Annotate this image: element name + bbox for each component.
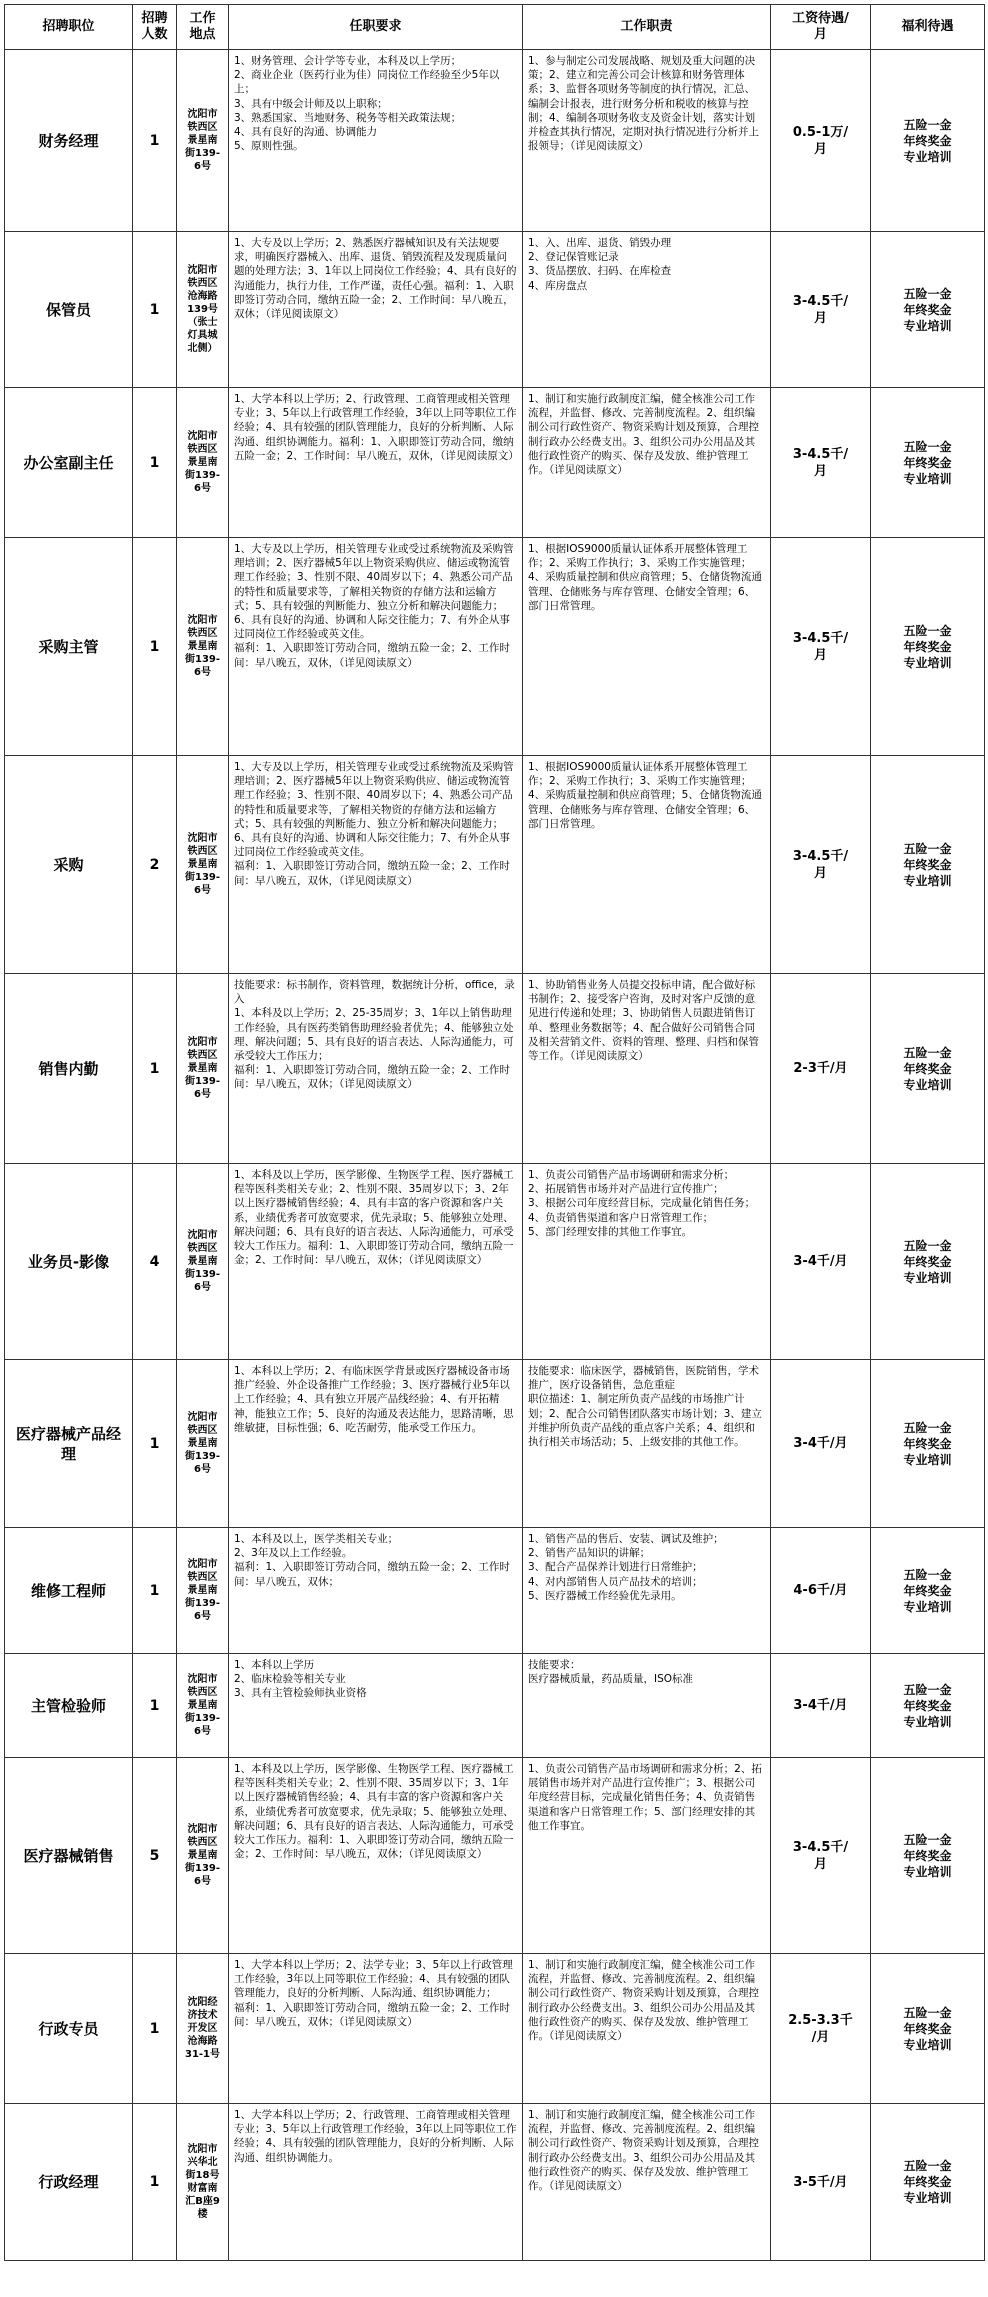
benefits-cell: 五险一金 年终奖金 专业培训 (871, 1654, 985, 1758)
table-row (5, 1758, 985, 1954)
headcount-cell: 4 (133, 1164, 177, 1360)
table-row (5, 1654, 985, 1758)
benefits-cell: 五险一金 年终奖金 专业培训 (871, 232, 985, 388)
duties-cell: 1、协助销售业务人员提交投标申请，配合做好标书制作；2、接受客户咨询，及时对客户反馈的意见进行传递和处理；3、协助销售人员跟进销售订单、整理业务数据等；4、配合做好公司销售合同及相关营销文件、资料的管理、整理、归档和保管等工作。（详见阅读原文） (523, 974, 771, 1164)
location-cell: 沈阳市 铁西区 景星南 街139- 6号 (177, 1528, 229, 1654)
headcount-cell: 1 (133, 50, 177, 232)
duties-cell: 技能要求： 医疗器械质量，药品质量，ISO标准 (523, 1654, 771, 1758)
salary-cell: 3-4千/月 (771, 1654, 871, 1758)
header-requirements: 任职要求 (229, 5, 523, 50)
benefits-cell: 五险一金 年终奖金 专业培训 (871, 2104, 985, 2261)
requirements-cell: 1、本科及以上，医学类相关专业； 2、3年及以上工作经验。 福利：1、入职即签订劳动合同，缴纳五险一金；2、工作时间：早八晚五，双休； (229, 1528, 523, 1654)
headcount-cell: 1 (133, 388, 177, 538)
position-cell: 办公室副主任 (5, 388, 133, 538)
salary-cell: 3-4.5千/ 月 (771, 388, 871, 538)
benefits-cell: 五险一金 年终奖金 专业培训 (871, 388, 985, 538)
headcount-cell: 1 (133, 974, 177, 1164)
job-rows (5, 50, 985, 2261)
position-cell: 采购 (5, 756, 133, 974)
headcount-cell: 1 (133, 1528, 177, 1654)
requirements-cell: 1、大学本科以上学历；2、行政管理、工商管理或相关管理专业；3、5年以上行政管理工作经验，3年以上同等职位工作经验；4、具有较强的团队管理能力，良好的分析判断、人际沟通、组织协调能力。福利：1、入职即签订劳动合同，缴纳五险一金；2、工作时间：早八晚五，双休，（详见阅读原文） (229, 388, 523, 538)
location-cell: 沈阳市 铁西区 景星南 街139- 6号 (177, 50, 229, 232)
job-listing-table (4, 4, 985, 2261)
requirements-cell: 1、本科以上学历 2、临床检验等相关专业 3、具有主管检验师执业资格 (229, 1654, 523, 1758)
requirements-cell: 1、大专及以上学历；2、熟悉医疗器械知识及有关法规要求，明确医疗器械入、出库、退货、销毁流程及发现质量问题的处理方法；3、1年以上同岗位工作经验；4、具有良好的沟通能力，执行力佳，工作严谨，责任心强。福利：1、入职即签订劳动合同，缴纳五险一金；2、工作时间：早八晚五，双休；（详见阅读原文） (229, 232, 523, 388)
headcount-cell: 1 (133, 1654, 177, 1758)
location-cell: 沈阳市 铁西区 景星南 街139- 6号 (177, 1164, 229, 1360)
requirements-cell: 1、本科以上学历；2、有临床医学背景或医疗器械设备市场推广经验、外企设备推广工作经验；3、医疗器械行业5年以上工作经验；4、具有独立开展产品线经验；4、有开拓精神，能独立工作；5、良好的沟通及表达能力，思路清晰，思维敏捷，目标性强；6、吃苦耐劳，能承受工作压力。 (229, 1360, 523, 1528)
location-cell: 沈阳市 铁西区 景星南 街139- 6号 (177, 1758, 229, 1954)
duties-cell: 1、负责公司销售产品市场调研和需求分析； 2、拓展销售市场并对产品进行宣传推广； 3、根据公司年度经营目标，完成量化销售任务； 4、负责销售渠道和客户日常管理工作； 5、部门经理安排的其他工作事宜。 (523, 1164, 771, 1360)
salary-cell: 3-4.5千/ 月 (771, 756, 871, 974)
benefits-cell: 五险一金 年终奖金 专业培训 (871, 756, 985, 974)
position-cell: 财务经理 (5, 50, 133, 232)
position-cell: 销售内勤 (5, 974, 133, 1164)
table-row (5, 50, 985, 232)
requirements-cell: 1、大学本科以上学历；2、行政管理、工商管理或相关管理专业；3、5年以上行政管理工作经验，3年以上同等职位工作经验；4、具有较强的团队管理能力，良好的分析判断、人际沟通、组织协调能力。 (229, 2104, 523, 2261)
header-location: 工作 地点 (177, 5, 229, 50)
duties-cell: 1、制订和实施行政制度汇编，健全核准公司工作流程，并监督、修改、完善制度流程。2、组织编制公司行政性资产、物资采购计划及预算，合理控制行政办公经费支出。3、组织公司办公用品及其他行政性资产的购买、保存及发放、维护管理工作。（详见阅读原文） (523, 2104, 771, 2261)
salary-cell: 3-5千/月 (771, 2104, 871, 2261)
benefits-cell: 五险一金 年终奖金 专业培训 (871, 1164, 985, 1360)
location-cell: 沈阳经 济技术 开发区 沧海路 31-1号 (177, 1954, 229, 2104)
header-position: 招聘职位 (5, 5, 133, 50)
headcount-cell: 1 (133, 232, 177, 388)
duties-cell: 1、入、出库、退货、销毁办理 2、登记保管账记录 3、货品摆放、扫码、在库检查 4、库房盘点 (523, 232, 771, 388)
requirements-cell: 1、大学本科以上学历；2、法学专业；3、5年以上行政管理工作经验，3年以上同等职位工作经验；4、具有较强的团队管理能力，良好的分析判断、人际沟通、组织协调能力； 福利：1、入职即签订劳动合同，缴纳五险一金；2、工作时间：早八晚五，双休；（详见阅读原文） (229, 1954, 523, 2104)
duties-cell: 1、根据IOS9000质量认证体系开展整体管理工作；2、采购工作执行；3、采购工作实施管理；4、采购质量控制和供应商管理；5、仓储货物流通管理、仓储账务与库存管理、仓储安全管理；6、部门日常管理。 (523, 538, 771, 756)
headcount-cell: 2 (133, 756, 177, 974)
position-cell: 采购主管 (5, 538, 133, 756)
location-cell: 沈阳市 兴华北 街18号 财富南 汇B座9 楼 (177, 2104, 229, 2261)
location-cell: 沈阳市 铁西区 景星南 街139- 6号 (177, 756, 229, 974)
header-duties: 工作职责 (523, 5, 771, 50)
duties-cell: 1、制订和实施行政制度汇编，健全核准公司工作流程，并监督、修改、完善制度流程。2、组织编制公司行政性资产、物资采购计划及预算，合理控制行政办公经费支出。3、组织公司办公用品及其他行政性资产的购买、保存及发放、维护管理工作。（详见阅读原文） (523, 388, 771, 538)
benefits-cell: 五险一金 年终奖金 专业培训 (871, 1360, 985, 1528)
table-row (5, 756, 985, 974)
duties-cell: 1、根据IOS9000质量认证体系开展整体管理工作；2、采购工作执行；3、采购工作实施管理；4、采购质量控制和供应商管理；5、仓储货物流通管理、仓储账务与库存管理、仓储安全管理；6、部门日常管理。 (523, 756, 771, 974)
header-benefits: 福利待遇 (871, 5, 985, 50)
position-cell: 医疗器械销售 (5, 1758, 133, 1954)
position-cell: 行政专员 (5, 1954, 133, 2104)
location-cell: 沈阳市 铁西区 景星南 街139- 6号 (177, 388, 229, 538)
header-row (5, 5, 985, 50)
duties-cell: 技能要求：临床医学，器械销售，医院销售，学术推广，医疗设备销售，急危重症 职位描述：1、制定所负责产品线的市场推广计划；2、配合公司销售团队落实市场计划；3、建立并维护所负责产品线的重点客户关系；4、组织和执行相关市场活动；5、上级安排的其他工作。 (523, 1360, 771, 1528)
table-row (5, 1164, 985, 1360)
salary-cell: 2-3千/月 (771, 974, 871, 1164)
position-cell: 维修工程师 (5, 1528, 133, 1654)
table-row (5, 974, 985, 1164)
salary-cell: 3-4.5千/ 月 (771, 1758, 871, 1954)
salary-cell: 3-4千/月 (771, 1360, 871, 1528)
duties-cell: 1、负责公司销售产品市场调研和需求分析；2、拓展销售市场并对产品进行宣传推广；3、根据公司年度经营目标，完成量化销售任务；4、负责销售渠道和客户日常管理工作；5、部门经理安排的其他工作事宜。 (523, 1758, 771, 1954)
duties-cell: 1、参与制定公司发展战略、规划及重大问题的决策；2、建立和完善公司会计核算和财务管理体系；3、监督各项财务等制度的执行情况，汇总、编制会计报表，进行财务分析和税收的核算与控制；4、编制各项财务收支及资金计划，落实计划并检查其执行情况，定期对执行情况进行分析并上报领导；（详见阅读原文） (523, 50, 771, 232)
requirements-cell: 1、大专及以上学历，相关管理专业或受过系统物流及采购管理培训；2、医疗器械5年以上物资采购供应、储运或物流管理工作经验；3、性别不限、40周岁以下；4、熟悉公司产品的特性和质量要求等，了解相关物资的存储方法和运输方式；5、具有较强的判断能力、独立分析和解决问题能力；6、具有良好的沟通、协调和人际交往能力；7、有外企从事过同岗位工作经验或英文佳。 福利：1、入职即签订劳动合同，缴纳五险一金；2、工作时间：早八晚五，双休，（详见阅读原文） (229, 538, 523, 756)
position-cell: 主管检验师 (5, 1654, 133, 1758)
requirements-cell: 1、本科及以上学历，医学影像、生物医学工程、医疗器械工程等医科类相关专业；2、性别不限、35周岁以下；3、1年以上医疗器械销售经验；4、具有丰富的客户资源和客户关系，业绩优秀者可放宽要求，优先录取；5、能够独立处理、解决问题；6、具有良好的语言表达、人际沟通能力，可承受较大工作压力。福利：1、入职即签订劳动合同，缴纳五险一金；2、工作时间：早八晚五，双休；（详见阅读原文） (229, 1758, 523, 1954)
header-headcount: 招聘 人数 (133, 5, 177, 50)
table-row (5, 1360, 985, 1528)
benefits-cell: 五险一金 年终奖金 专业培训 (871, 50, 985, 232)
requirements-cell: 1、本科及以上学历，医学影像、生物医学工程、医疗器械工程等医科类相关专业；2、性别不限、35周岁以下；3、2年以上医疗器械销售经验；4、具有丰富的客户资源和客户关系，业绩优秀者可放宽要求，优先录取；5、能够独立处理、解决问题；6、具有良好的语言表达、人际沟通能力，可承受较大工作压力。福利：1、入职即签订劳动合同，缴纳五险一金；2、工作时间：早八晚五，双休；（详见阅读原文） (229, 1164, 523, 1360)
headcount-cell: 5 (133, 1758, 177, 1954)
location-cell: 沈阳市 铁西区 景星南 街139- 6号 (177, 538, 229, 756)
location-cell: 沈阳市 铁西区 景星南 街139- 6号 (177, 974, 229, 1164)
benefits-cell: 五险一金 年终奖金 专业培训 (871, 974, 985, 1164)
headcount-cell: 1 (133, 1954, 177, 2104)
position-cell: 医疗器械产品经理 (5, 1360, 133, 1528)
duties-cell: 1、销售产品的售后、安装、调试及维护； 2、销售产品知识的讲解； 3、配合产品保养计划进行日常维护； 4、对内部销售人员产品技术的培训； 5、医疗器械工作经验优先录用。 (523, 1528, 771, 1654)
position-cell: 行政经理 (5, 2104, 133, 2261)
salary-cell: 3-4千/月 (771, 1164, 871, 1360)
header-salary: 工资待遇/ 月 (771, 5, 871, 50)
table-row (5, 388, 985, 538)
table-row (5, 232, 985, 388)
requirements-cell: 技能要求：标书制作，资料管理，数据统计分析，office，录入 1、本科及以上学历；2、25-35周岁；3、1年以上销售助理工作经验，具有医药类销售助理经验者优先；4、能够独立处理、解决问题；5、具有良好的语言表达、人际沟通能力，可承受较大工作压力； 福利：1、入职即签订劳动合同，缴纳五险一金；2、工作时间：早八晚五，双休；（详见阅读原文） (229, 974, 523, 1164)
salary-cell: 3-4.5千/ 月 (771, 538, 871, 756)
requirements-cell: 1、财务管理、会计学等专业，本科及以上学历； 2、商业企业（医药行业为佳）同岗位工作经验至少5年以上； 3、具有中级会计师及以上职称； 3、熟悉国家、当地财务、税务等相关政策法规； 4、具有良好的沟通、协调能力 5、原则性强。 (229, 50, 523, 232)
salary-cell: 0.5-1万/ 月 (771, 50, 871, 232)
benefits-cell: 五险一金 年终奖金 专业培训 (871, 1528, 985, 1654)
salary-cell: 3-4.5千/ 月 (771, 232, 871, 388)
headcount-cell: 1 (133, 1360, 177, 1528)
headcount-cell: 1 (133, 2104, 177, 2261)
position-cell: 保管员 (5, 232, 133, 388)
benefits-cell: 五险一金 年终奖金 专业培训 (871, 1758, 985, 1954)
table-row (5, 2104, 985, 2261)
requirements-cell: 1、大专及以上学历，相关管理专业或受过系统物流及采购管理培训；2、医疗器械5年以上物资采购供应、储运或物流管理工作经验；3、性别不限、40周岁以下；4、熟悉公司产品的特性和质量要求等，了解相关物资的存储方法和运输方式；5、具有较强的判断能力、独立分析和解决问题能力；6、具有良好的沟通、协调和人际交往能力；7、有外企从事过同岗位工作经验或英文佳。 福利：1、入职即签订劳动合同，缴纳五险一金；2、工作时间：早八晚五，双休，（详见阅读原文） (229, 756, 523, 974)
salary-cell: 4-6千/月 (771, 1528, 871, 1654)
benefits-cell: 五险一金 年终奖金 专业培训 (871, 538, 985, 756)
duties-cell: 1、制订和实施行政制度汇编，健全核准公司工作流程，并监督、修改、完善制度流程。2、组织编制公司行政性资产、物资采购计划及预算，合理控制行政办公经费支出。3、组织公司办公用品及其他行政性资产的购买、保存及发放、维护管理工作。（详见阅读原文） (523, 1954, 771, 2104)
salary-cell: 2.5-3.3千 /月 (771, 1954, 871, 2104)
position-cell: 业务员-影像 (5, 1164, 133, 1360)
table-row (5, 1528, 985, 1654)
table-row (5, 538, 985, 756)
location-cell: 沈阳市 铁西区 沧海路 139号 （张士 灯具城 北侧） (177, 232, 229, 388)
location-cell: 沈阳市 铁西区 景星南 街139- 6号 (177, 1360, 229, 1528)
location-cell: 沈阳市 铁西区 景星南 街139- 6号 (177, 1654, 229, 1758)
headcount-cell: 1 (133, 538, 177, 756)
benefits-cell: 五险一金 年终奖金 专业培训 (871, 1954, 985, 2104)
table-row (5, 1954, 985, 2104)
